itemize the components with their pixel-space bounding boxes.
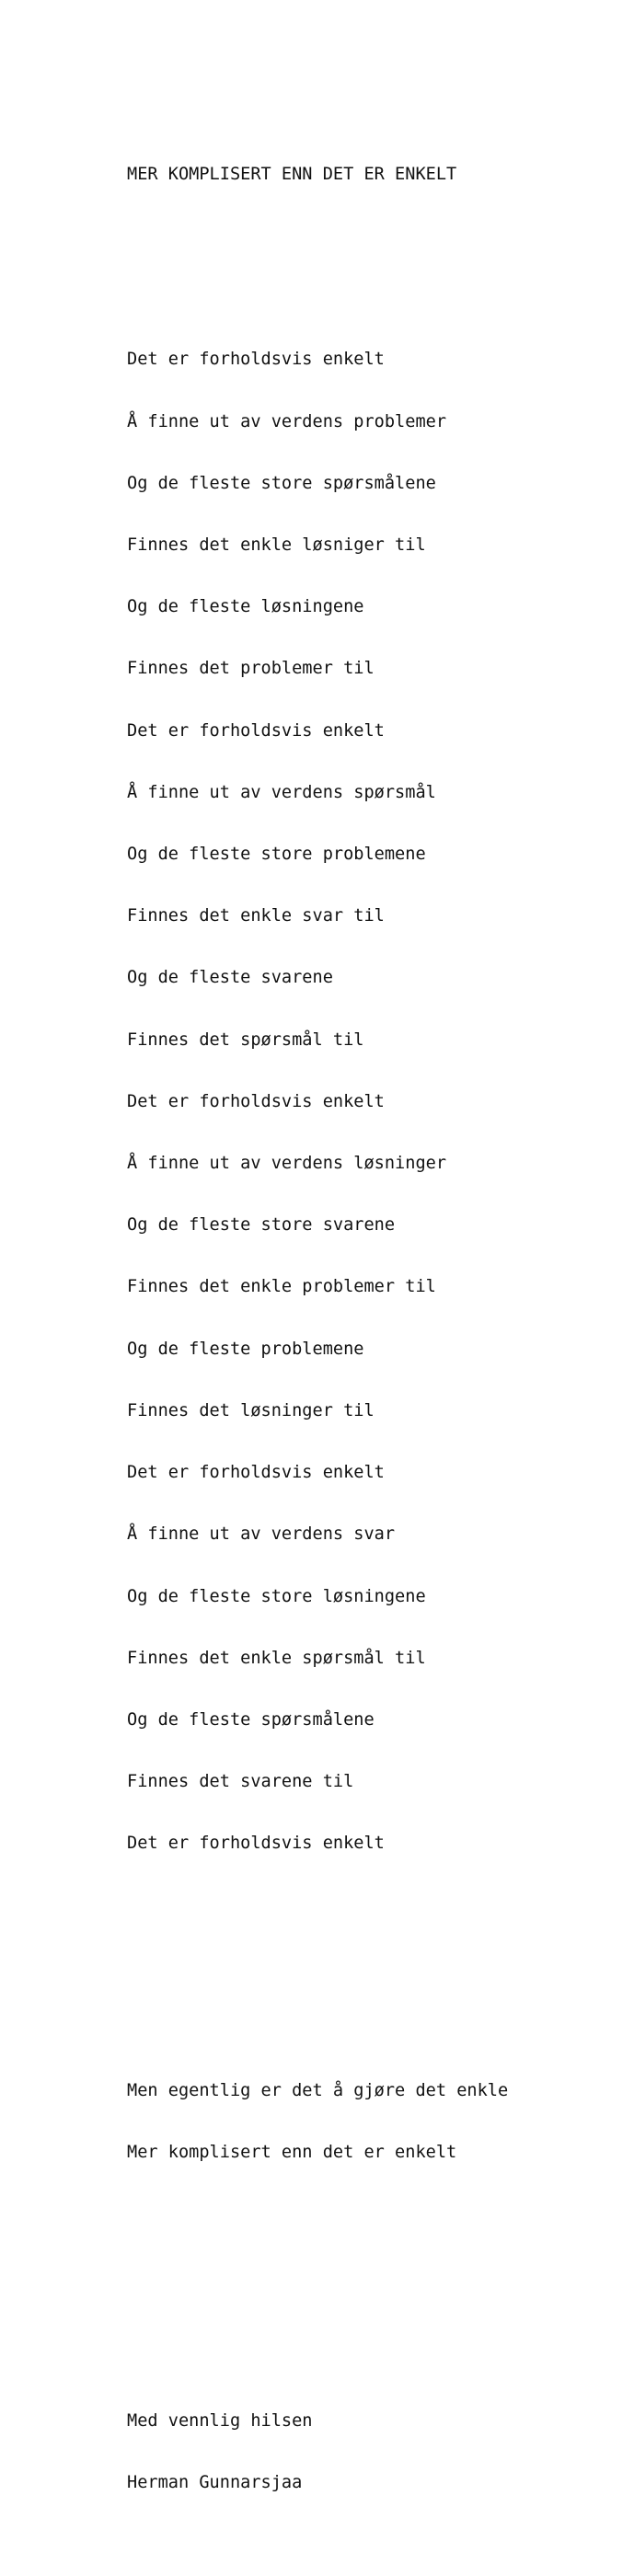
poem-line: Finnes det problemer til: [127, 659, 375, 679]
poem-line: Men egentlig er det å gjøre det enkle: [127, 2081, 509, 2101]
poem-line: Det er forholdsvis enkelt: [127, 720, 385, 741]
poem-line: Og de fleste store spørsmålene: [127, 473, 436, 493]
poem-line: Finnes det svarene til: [127, 1772, 354, 1792]
poem-line: Det er forholdsvis enkelt: [127, 1463, 385, 1483]
poem-line: Finnes det løsninger til: [127, 1400, 375, 1420]
signature-gap: [127, 2267, 508, 2308]
poem-line: Mer komplisert enn det er enkelt: [127, 2143, 457, 2163]
poem-line: Og de fleste store svarene: [127, 1215, 396, 1236]
poem-line: Og de fleste løsningene: [127, 597, 364, 617]
poem-line: Finnes det enkle problemer til: [127, 1277, 436, 1297]
stanza-gap: [127, 1958, 508, 1978]
stanza-gap: [127, 226, 508, 247]
signature-block: [127, 2370, 508, 2535]
poem-line: Finnes det enkle løsniger til: [127, 535, 426, 556]
closing-stanza: [127, 2040, 508, 2204]
poem-line: Og de fleste spørsmålene: [127, 1709, 375, 1730]
poem-text: [127, 123, 508, 2576]
poem-line: Å finne ut av verdens løsninger: [127, 1154, 447, 1174]
poem-line: Og de fleste store løsningene: [127, 1586, 426, 1606]
poem-line: Finnes det enkle spørsmål til: [127, 1648, 426, 1668]
poem-line: Finnes det enkle svar til: [127, 906, 385, 926]
poem-line: Og de fleste svarene: [127, 968, 333, 988]
signature-name: Herman Gunnarsjaa: [127, 2472, 303, 2492]
poem-title: MER KOMPLISERT ENN DET ER ENKELT: [127, 164, 457, 184]
poem-line: Det er forholdsvis enkelt: [127, 1091, 385, 1111]
poem-line: Å finne ut av verdens svar: [127, 1524, 396, 1545]
poem-line: Det er forholdsvis enkelt: [127, 1834, 385, 1854]
poem-line: Å finne ut av verdens spørsmål: [127, 782, 436, 802]
poem-line: Det er forholdsvis enkelt: [127, 350, 385, 370]
signature-greeting: Med vennlig hilsen: [127, 2410, 313, 2431]
poem-line: Og de fleste store problemene: [127, 845, 426, 865]
main-stanza: [127, 309, 508, 1896]
poem-line: Å finne ut av verdens problemer: [127, 411, 447, 431]
poem-line: Finnes det spørsmål til: [127, 1029, 364, 1050]
poem-line: Og de fleste problemene: [127, 1339, 364, 1359]
